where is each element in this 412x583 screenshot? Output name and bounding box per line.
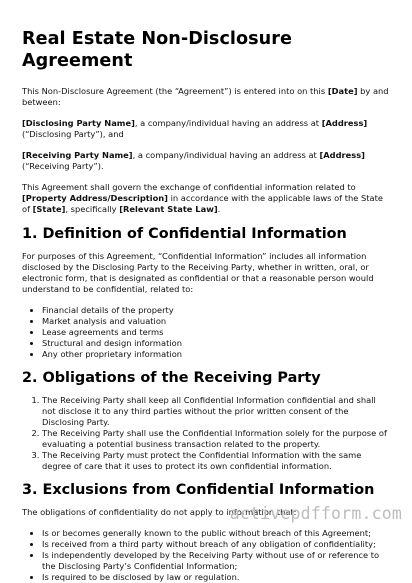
section-1-body: For purposes of this Agreement, “Confidential Information” includes all information disclosed by the Disclosing Party to the Receiving Party, whether in written, oral, or electronic form, that is designated as confidential or that a reasonable person would understand to be confidential, related to:: [22, 251, 374, 294]
list-item: • Is received from a third party without breach of any obligation of confidentiality;: [42, 539, 390, 550]
list-item: • Lease agreements and terms: [42, 327, 390, 338]
disclosing-address-field: [Address]: [321, 118, 368, 128]
list-item: • Market analysis and valuation: [42, 316, 390, 327]
section-1-heading: 1. Definition of Confidential Information: [22, 226, 347, 242]
list-item: • Is independently developed by the Receiving Party without use of or reference to the Disclosing Party’s Confidential Information;: [42, 550, 390, 572]
list-item: 1. The Receiving Party shall keep all Confidential Information confidential and shall not disclose it to any third parties without the prior written consent of the Disclosing Party.: [42, 395, 390, 428]
disclosing-party-paragraph: [22, 118, 390, 140]
section-2-list: [22, 395, 390, 472]
governing-text-3: , specifically: [65, 204, 120, 214]
intro-text-before: This Non-Disclosure Agreement (the “Agreement”) is entered into on this: [22, 86, 328, 96]
governing-text-2: in accordance with the applicable laws of the State of: [22, 193, 383, 214]
document-title: Real Estate Non-Disclosure Agreement: [22, 29, 292, 71]
list-item: • Financial details of the property: [42, 305, 390, 316]
disclosing-text-mid: , a company/individual having an address at: [134, 118, 322, 128]
list-item: 2. The Receiving Party shall use the Confidential Information solely for the purpose of evaluating a potential business transaction related to the property.: [42, 428, 390, 450]
disclosing-party-name-field: [Disclosing Party Name]: [22, 118, 135, 128]
section-3-heading: 3. Exclusions from Confidential Information: [22, 482, 375, 498]
property-field: [Property Address/Description]: [22, 193, 168, 203]
list-item: • Any other proprietary information: [42, 349, 390, 360]
disclosing-text-end: (“Disclosing Party”), and: [22, 129, 124, 139]
state-law-field: [Relevant State Law]: [119, 204, 218, 214]
list-item: • Structural and design information: [42, 338, 390, 349]
section-2-heading: 2. Obligations of the Receiving Party: [22, 370, 321, 386]
date-field: [Date]: [327, 86, 358, 96]
site-watermark: activepdfform.com: [229, 504, 402, 523]
receiving-party-name-field: [Receiving Party Name]: [22, 150, 133, 160]
receiving-address-field: [Address]: [319, 150, 365, 160]
section-3-list: [22, 528, 390, 583]
section-1-list: [22, 305, 390, 360]
intro-paragraph: [22, 86, 390, 108]
list-item: • Is required to be disclosed by law or regulation.: [42, 572, 390, 583]
list-item: • Is or becomes generally known to the public without breach of this Agreement;: [42, 528, 390, 539]
receiving-text-end: (“Receiving Party”).: [22, 161, 104, 171]
governing-text-4: .: [217, 204, 221, 214]
receiving-party-paragraph: [22, 150, 390, 172]
governing-text-1: This Agreement shall govern the exchange of confidential information related to: [22, 182, 356, 192]
state-field: [State]: [32, 204, 66, 214]
section-3-body: The obligations of confidentiality do not apply to information that:: [22, 507, 297, 517]
governing-paragraph: [22, 182, 390, 215]
intro-text-after: by and between:: [22, 86, 389, 107]
list-item: 3. The Receiving Party must protect the Confidential Information with the same degree of care that it uses to protect its own confidential information.: [42, 450, 390, 472]
receiving-text-mid: , a company/individual having an address at: [132, 150, 320, 160]
